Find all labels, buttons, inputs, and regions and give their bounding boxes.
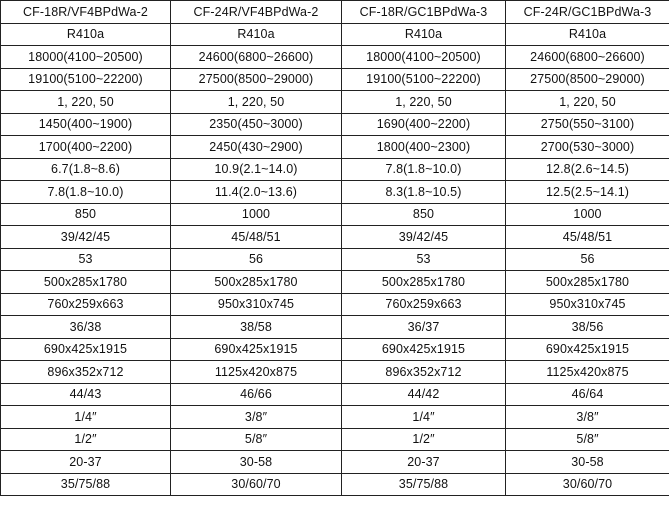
table-cell: R410a: [171, 23, 342, 46]
table-cell: 1000: [171, 203, 342, 226]
table-cell: 53: [1, 248, 171, 271]
table-row: [1, 136, 669, 159]
table-cell: 896x352x712: [342, 361, 506, 384]
table-cell: 2700(530~3000): [506, 136, 669, 159]
table-cell: 30/60/70: [171, 473, 342, 496]
table-row: [1, 226, 669, 249]
table-row: [1, 473, 669, 496]
table-cell: 12.5(2.5~14.1): [506, 181, 669, 204]
table-body: [1, 23, 669, 496]
table-cell: 690x425x1915: [506, 338, 669, 361]
table-row: [1, 158, 669, 181]
table-cell: 690x425x1915: [1, 338, 171, 361]
table-cell: 1/2″: [1, 428, 171, 451]
table-cell: R410a: [506, 23, 669, 46]
table-cell: 12.8(2.6~14.5): [506, 158, 669, 181]
table-row: [1, 383, 669, 406]
table-cell: 850: [1, 203, 171, 226]
table-cell: 500x285x1780: [342, 271, 506, 294]
table-cell: 38/58: [171, 316, 342, 339]
table-row: [1, 113, 669, 136]
table-cell: 36/37: [342, 316, 506, 339]
table-cell: 1/2″: [342, 428, 506, 451]
table-row: [1, 361, 669, 384]
header-row: [1, 1, 669, 24]
table-cell: 6.7(1.8~8.6): [1, 158, 171, 181]
table-cell: 19100(5100~22200): [1, 68, 171, 91]
table-cell: 20-37: [1, 451, 171, 474]
table-cell: 760x259x663: [1, 293, 171, 316]
table-cell: 39/42/45: [342, 226, 506, 249]
table-cell: 500x285x1780: [1, 271, 171, 294]
table-cell: 2450(430~2900): [171, 136, 342, 159]
table-cell: 1000: [506, 203, 669, 226]
table-cell: 35/75/88: [1, 473, 171, 496]
column-header: CF-18R/GC1BPdWa-3: [342, 1, 506, 24]
table-cell: 950x310x745: [171, 293, 342, 316]
table-row: [1, 91, 669, 114]
table-cell: 24600(6800~26600): [506, 46, 669, 69]
table-row: [1, 293, 669, 316]
table-cell: 45/48/51: [506, 226, 669, 249]
table-cell: 18000(4100~20500): [1, 46, 171, 69]
table-cell: 1450(400~1900): [1, 113, 171, 136]
table-row: [1, 46, 669, 69]
column-header: CF-18R/VF4BPdWa-2: [1, 1, 171, 24]
table-cell: 24600(6800~26600): [171, 46, 342, 69]
table-cell: 2350(450~3000): [171, 113, 342, 136]
table-row: [1, 316, 669, 339]
table-row: [1, 68, 669, 91]
table-cell: 27500(8500~29000): [171, 68, 342, 91]
table-cell: 1125x420x875: [506, 361, 669, 384]
table-row: [1, 451, 669, 474]
table-cell: 1125x420x875: [171, 361, 342, 384]
table-cell: 500x285x1780: [171, 271, 342, 294]
table-cell: 1/4″: [342, 406, 506, 429]
table-cell: 8.3(1.8~10.5): [342, 181, 506, 204]
table-cell: 1690(400~2200): [342, 113, 506, 136]
table-cell: 5/8″: [506, 428, 669, 451]
table-cell: 1, 220, 50: [1, 91, 171, 114]
table-cell: 30-58: [171, 451, 342, 474]
table-cell: 1/4″: [1, 406, 171, 429]
table-row: [1, 271, 669, 294]
table-cell: 27500(8500~29000): [506, 68, 669, 91]
table-cell: 46/66: [171, 383, 342, 406]
table-row: [1, 248, 669, 271]
table-cell: 500x285x1780: [506, 271, 669, 294]
table-row: [1, 428, 669, 451]
table-cell: 38/56: [506, 316, 669, 339]
table-cell: 18000(4100~20500): [342, 46, 506, 69]
table-cell: 690x425x1915: [171, 338, 342, 361]
table-cell: 950x310x745: [506, 293, 669, 316]
column-header: CF-24R/VF4BPdWa-2: [171, 1, 342, 24]
table-cell: 11.4(2.0~13.6): [171, 181, 342, 204]
table-cell: R410a: [1, 23, 171, 46]
table-cell: 7.8(1.8~10.0): [342, 158, 506, 181]
table-cell: 45/48/51: [171, 226, 342, 249]
table-cell: 3/8″: [171, 406, 342, 429]
table-cell: 5/8″: [171, 428, 342, 451]
table-cell: 1, 220, 50: [342, 91, 506, 114]
table-cell: 30-58: [506, 451, 669, 474]
table-cell: 20-37: [342, 451, 506, 474]
table-cell: 1, 220, 50: [506, 91, 669, 114]
table-cell: R410a: [342, 23, 506, 46]
table-cell: 30/60/70: [506, 473, 669, 496]
table-row: [1, 203, 669, 226]
table-cell: 760x259x663: [342, 293, 506, 316]
table-cell: 896x352x712: [1, 361, 171, 384]
table-cell: 44/43: [1, 383, 171, 406]
table-cell: 850: [342, 203, 506, 226]
table-cell: 1800(400~2300): [342, 136, 506, 159]
table-cell: 690x425x1915: [342, 338, 506, 361]
table-cell: 1700(400~2200): [1, 136, 171, 159]
table-cell: 46/64: [506, 383, 669, 406]
table-cell: 56: [506, 248, 669, 271]
table-row: [1, 181, 669, 204]
table-cell: 19100(5100~22200): [342, 68, 506, 91]
table-cell: 56: [171, 248, 342, 271]
table-cell: 1, 220, 50: [171, 91, 342, 114]
table-row: [1, 23, 669, 46]
table-cell: 53: [342, 248, 506, 271]
table-row: [1, 338, 669, 361]
table-cell: 39/42/45: [1, 226, 171, 249]
table-cell: 36/38: [1, 316, 171, 339]
column-header: CF-24R/GC1BPdWa-3: [506, 1, 669, 24]
table-cell: 35/75/88: [342, 473, 506, 496]
table-cell: 2750(550~3100): [506, 113, 669, 136]
table-row: [1, 406, 669, 429]
table-cell: 7.8(1.8~10.0): [1, 181, 171, 204]
table-cell: 44/42: [342, 383, 506, 406]
table-cell: 3/8″: [506, 406, 669, 429]
table-cell: 10.9(2.1~14.0): [171, 158, 342, 181]
